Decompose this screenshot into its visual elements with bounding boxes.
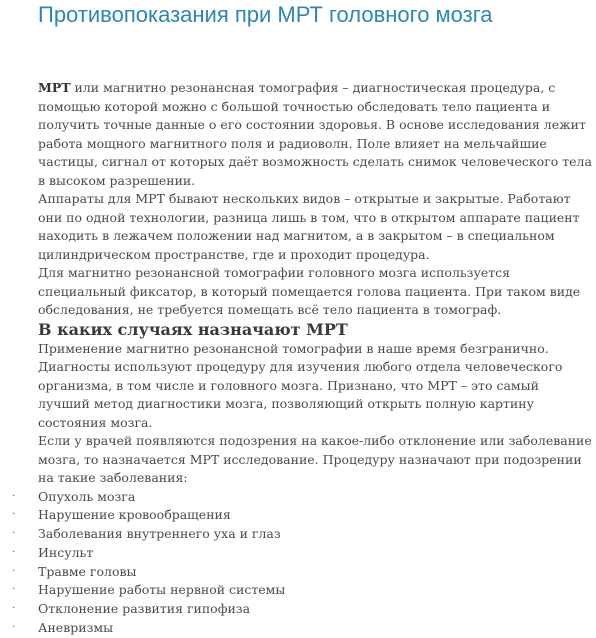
article-body [12,79,594,638]
list-item [12,581,594,600]
bullet-icon: · [12,622,16,634]
list-item [12,600,594,619]
list-item-label: Заболевания внутреннего уха и глаз [38,526,281,542]
disease-list [12,488,594,638]
indications-paragraph: Если у врачей появляются подозрения на какое-либо отклонение или заболевание мозга, то назначается МРТ исследование. Процедуру назначают при подозрении на такие заболевания: [38,433,592,485]
intro-lead-bold: МРТ [38,80,71,95]
bullet-icon: · [12,603,16,615]
bullet-icon: · [12,546,16,558]
bullet-icon: · [12,490,16,502]
bullet-icon: · [12,528,16,540]
list-item [12,544,594,563]
list-item-label: Отклонение развития гипофиза [38,601,251,617]
bullet-icon: · [12,584,16,596]
fixator-paragraph: Для магнитно резонансной томографии головного мозга используется специальный фиксатор, в который помещается голова пациента. При таком виде обследования, не требуется помещать всё тело пациента в томограф. [38,265,581,317]
list-item-label: Нарушение работы нервной системы [38,582,286,598]
list-item [12,506,594,525]
list-item [12,563,594,582]
bullet-icon: · [12,509,16,521]
list-item-label: Инсульт [38,544,94,560]
section-heading: В каких случаях назначают МРТ [38,319,348,339]
list-item [12,619,594,638]
intro-paragraph [38,79,594,190]
list-item-label: Опухоль мозга [38,488,136,504]
list-item-label: Нарушение кровообращения [38,507,231,523]
bullet-icon: · [12,565,16,577]
usage-paragraph: Применение магнитно резонансной томографии в наше время безгранично. Диагносты используют процедуру для изучения любого отдела человеческого организма, в том числе и головного мозга. Признано, что МРТ – это самый лучший метод диагностики мозга, позволяющий открыть полную картину состояния мозга. [38,340,563,430]
list-item [12,488,594,507]
list-item-label: Травме головы [38,563,137,579]
intro-lead-text: или магнитно резонансная томография – диагностическая процедура, с помощью которой можно с большой точностью обследовать тело пациента и получить точные данные о его состоянии здоровья. В основе исследования лежит работа мощного магнитного поля и радиоволн. Поле влияет на мельчайшие частицы, сигнал от которых даёт возможность сделать снимок человеческого тела в высоком разрешении. [38,80,592,188]
machines-paragraph: Аппараты для МРТ бывают нескольких видов – открытые и закрытые. Работают они по одной технологии, разница лишь в том, что в открытом аппарате пациент находить в лежачем положении над магнитом, а в закрытом – в специальном цилиндрическом пространстве, где и проходит процедура. [38,191,580,262]
page-title: Противопоказания при МРТ головного мозга [38,2,493,27]
list-item [12,525,594,544]
list-item-label: Аневризмы [38,620,114,636]
